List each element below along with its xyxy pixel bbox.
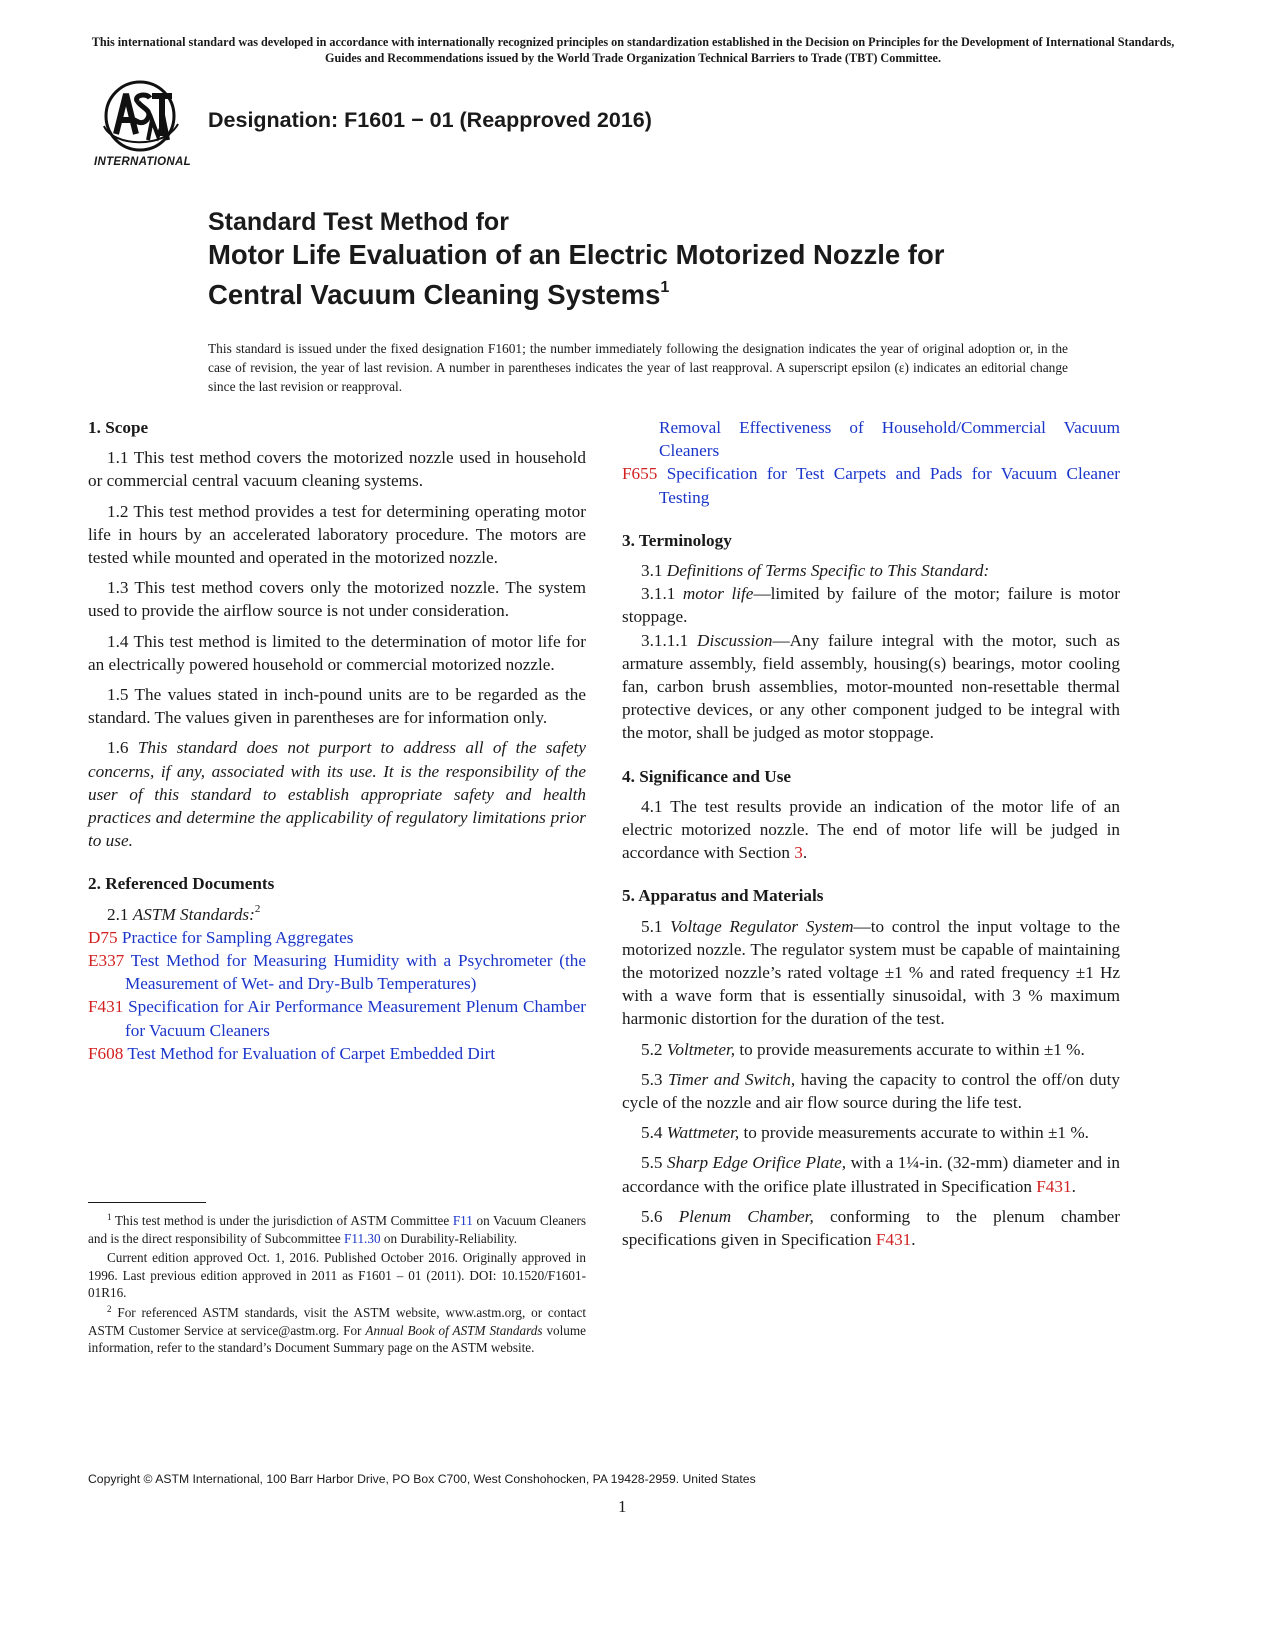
para-end: . [911, 1230, 916, 1250]
title-footnote-mark: 1 [660, 279, 670, 296]
ref-f655[interactable] [622, 462, 1120, 508]
para-text: —to control the input voltage to the motorized nozzle. The regulator system must be capable of maintaining the motorized nozzle’s rated voltage ±1 % and rated frequency ±1 Hz with a wave form that is essentially sinusoidal, with 3 % maximum harmonic distortion for the duration of the test. [622, 916, 1121, 1029]
copyright: Copyright © ASTM International, 100 Barr Harbor Drive, PO Box C700, West Conshohocken, PA 19428-2959. United States [88, 1472, 756, 1486]
title-line-2: Motor Life Evaluation of an Electric Motorized Nozzle for [208, 239, 945, 270]
para-5-3 [622, 1068, 1120, 1114]
para-3-1-1-1 [622, 629, 1120, 745]
ref-f608-continued[interactable]: Removal Effectiveness of Household/Commercial Vacuum Cleaners [659, 418, 1120, 461]
footnotes [88, 1212, 586, 1359]
section-3-heading: 3. Terminology [622, 530, 732, 550]
astm-logo [92, 80, 202, 180]
para-3-1-1-1-text: —Any failure integral with the motor, such as armature assembly, field assembly, housing(s) bearings, motor cooling fan, carbon brush assemblies, motor-mounted non-resettable thermal protective devices, or any other component judged to be integral with the motor, shall be judged as motor stoppage. [622, 630, 1120, 743]
para-3-1 [622, 559, 1120, 582]
title-line-3 [208, 271, 1088, 311]
para-text: having the capacity to control the off/on duty cycle of the nozzle and air flow source during the life test. [622, 1069, 1120, 1113]
title-line-1: Standard Test Method for [208, 208, 509, 236]
top-notice: This international standard was developed in accordance with internationally recognized principles on standardization established in the Decision on Principles for the Development of International Standards, Guides and Recommendations issued by the World Trade Organization Technical Barriers to Trade (TBT) Committee. [91, 35, 1175, 65]
para-1-6 [88, 736, 586, 852]
footnote-1-text-c: on Durability-Reliability. [383, 1230, 518, 1246]
para-1-1: 1.1 This test method covers the motorized nozzle used in household or commercial central vacuum cleaning systems. [88, 448, 586, 491]
para-num: 5.5 [641, 1153, 663, 1173]
ref-title[interactable]: Practice for Sampling Aggregates [121, 927, 354, 947]
para-num: 5.1 [641, 916, 663, 936]
f431-link[interactable]: F431 [1036, 1176, 1072, 1196]
para-num: 5.3 [641, 1069, 663, 1089]
para-5-4 [622, 1121, 1120, 1144]
ref-id[interactable]: F655 [622, 464, 658, 484]
para-5-1 [622, 915, 1120, 1031]
para-4-1-text: 4.1 The test results provide an indication of the motor life of an electric motorized nozzle. The end of motor life will be judged in accordance with Section [622, 796, 1120, 863]
para-3-1-1-1-num: 3.1.1.1 [641, 630, 689, 650]
footnote-rule [88, 1202, 206, 1203]
subcommittee-link[interactable]: F11.30 [344, 1230, 381, 1246]
para-1-5: 1.5 The values stated in inch-pound units are to be regarded as the standard. The values given in parentheses are for information only. [88, 685, 586, 728]
footnote-edition: Current edition approved Oct. 1, 2016. Published October 2016. Originally approved in 1996. Last previous edition approved in 2011 as F1601 – 01 (2011). DOI: 10.1520/F1601-01R16. [88, 1250, 586, 1301]
footnote-2-text-b: volume information, refer to the standard’s Document Summary page on the ASTM website. [88, 1322, 586, 1356]
para-4-1 [622, 795, 1120, 865]
para-end: . [1071, 1176, 1076, 1196]
para-term: Voltage Regulator System [670, 916, 854, 936]
para-2-1-footnote-mark: 2 [254, 902, 261, 915]
ref-id[interactable]: F431 [88, 997, 124, 1017]
para-3-1-num: 3.1 [641, 561, 663, 581]
page-number: 1 [618, 1497, 627, 1516]
para-3-1-1-1-term: Discussion [697, 630, 773, 650]
ref-e337[interactable] [88, 949, 586, 995]
para-num: 5.6 [641, 1206, 663, 1226]
ref-d75[interactable] [88, 926, 586, 949]
para-num: 5.4 [641, 1123, 663, 1143]
para-5-5 [622, 1151, 1120, 1197]
ref-title[interactable]: Specification for Test Carpets and Pads for Vacuum Cleaner Testing [659, 464, 1120, 507]
para-term: Timer and Switch, [668, 1069, 796, 1089]
ref-id[interactable]: D75 [88, 927, 118, 947]
ref-f431[interactable] [88, 995, 586, 1041]
logo-wordmark: INTERNATIONAL [94, 156, 191, 168]
footnote-2-italic: Annual Book of ASTM Standards [365, 1322, 543, 1338]
section-2-heading: 2. Referenced Documents [88, 874, 275, 894]
footnote-1-mark: 1 [107, 1212, 112, 1222]
para-4-1-end: . [802, 843, 808, 863]
para-5-6 [622, 1205, 1120, 1251]
para-text: to provide measurements accurate to within ±1 %. [735, 1039, 1085, 1059]
footnote-1 [88, 1212, 586, 1247]
para-2-1-num: 2.1 [107, 904, 129, 924]
section-4-heading: 4. Significance and Use [622, 766, 792, 786]
committee-link[interactable]: F11 [452, 1213, 473, 1228]
para-term: Plenum Chamber, [678, 1206, 814, 1226]
para-3-1-1-term: motor life [682, 584, 754, 604]
f431-link[interactable]: F431 [875, 1230, 912, 1250]
para-text: conforming to the plenum chamber specifications given in Specification [622, 1206, 1120, 1250]
para-text: with a 1¼-in. (32-mm) diameter and in accordance with the orifice plate illustrated in Specification [622, 1153, 1120, 1196]
section-3-link[interactable]: 3 [794, 843, 803, 863]
footnote-2 [88, 1304, 586, 1357]
ref-title[interactable]: Test Method for Measuring Humidity with a Psychrometer (the Measurement of Wet- and Dry-Bulb Temperatures) [125, 951, 586, 994]
section-1-heading: 1. Scope [88, 418, 149, 437]
para-term: Sharp Edge Orifice Plate, [666, 1153, 847, 1173]
para-5-2 [622, 1038, 1120, 1061]
para-1-6-num: 1.6 [107, 738, 129, 758]
left-column [88, 416, 586, 1065]
footnote-2-text-a: For referenced ASTM standards, visit the ASTM website, www.astm.org, or contact ASTM Customer Service at service@astm.org. For [88, 1304, 587, 1338]
para-1-4: 1.4 This test method is limited to the determination of motor life for an electrically powered household or commercial motorized nozzle. [88, 631, 586, 674]
footnote-1-text-b: on Vacuum Cleaners and is the direct responsibility of Subcommittee [88, 1213, 587, 1246]
para-3-1-text: Definitions of Terms Specific to This Standard: [666, 561, 990, 581]
issue-note: This standard is issued under the fixed designation F1601; the number immediately following the designation indicates the year of original adoption or, in the case of revision, the year of last revision. A number in parentheses indicates the year of last reapproval. A superscript epsilon (ε) indicates an editorial change since the last revision or reapproval. [208, 341, 1068, 394]
para-term: Voltmeter, [666, 1039, 736, 1059]
right-column [622, 416, 1120, 1251]
ref-title[interactable]: Specification for Air Performance Measurement Plenum Chamber for Vacuum Cleaners [125, 997, 587, 1040]
para-3-1-1 [622, 582, 1120, 628]
para-3-1-1-text: —limited by failure of the motor; failure is motor stoppage. [622, 584, 1120, 627]
title-line-3-text: Central Vacuum Cleaning Systems [208, 279, 661, 310]
para-1-6-text: This standard does not purport to address all of the safety concerns, if any, associated with its use. It is the responsibility of the user of this standard to establish appropriate safety and health practices and determine the applicability of regulatory limitations prior to use. [88, 738, 586, 851]
title-block [208, 206, 1088, 311]
para-term: Wattmeter, [666, 1123, 740, 1143]
footnote-1-text-a: This test method is under the jurisdiction of ASTM Committee [114, 1213, 450, 1228]
ref-id[interactable]: F608 [88, 1043, 124, 1063]
para-text: to provide measurements accurate to within ±1 %. [739, 1123, 1089, 1143]
ref-title[interactable]: Test Method for Evaluation of Carpet Embedded Dirt [127, 1043, 496, 1063]
para-num: 5.2 [641, 1039, 663, 1059]
para-2-1 [88, 903, 586, 926]
section-5-heading: 5. Apparatus and Materials [622, 886, 824, 906]
ref-id[interactable]: E337 [88, 951, 125, 971]
para-1-2: 1.2 This test method provides a test for determining operating motor life in hours by an accelerated laboratory procedure. The motors are tested while mounted and operated in the motorized nozzle. [88, 501, 586, 568]
footnote-2-mark: 2 [107, 1303, 112, 1314]
ref-f608[interactable] [88, 1042, 586, 1065]
designation: Designation: F1601 − 01 (Reapproved 2016) [208, 108, 652, 132]
para-1-3: 1.3 This test method covers only the motorized nozzle. The system used to provide the airflow source is not under consideration. [88, 578, 586, 621]
para-3-1-1-num: 3.1.1 [641, 584, 676, 604]
para-2-1-label: ASTM Standards: [132, 904, 255, 924]
